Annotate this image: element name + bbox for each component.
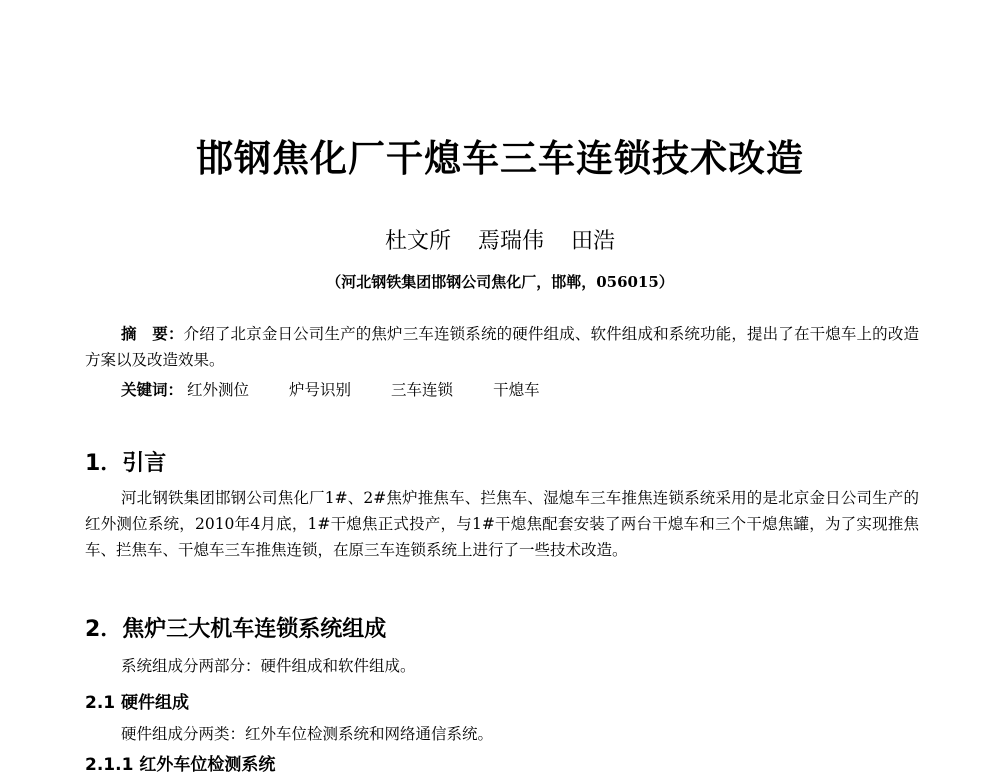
paper-title: 邯钢焦化厂干熄车三车连锁技术改造: [196, 137, 804, 180]
keyword: 三车连锁: [391, 381, 454, 399]
keywords-label: 关键词：: [121, 380, 184, 399]
keyword: 干熄车: [493, 381, 540, 399]
abstract-label: 摘 要：: [121, 324, 184, 343]
subsection-heading: 2.1 硬件组成: [85, 693, 190, 713]
affiliation: （河北钢铁集团邯钢公司焦化厂，邯郸，056015）: [326, 273, 674, 291]
author-name: 杜文所: [384, 229, 451, 254]
section-paragraph: 系统组成分两部分：硬件组成和软件组成。: [121, 657, 416, 675]
keyword: 炉号识别: [289, 381, 352, 399]
author-list: [0, 224, 1000, 255]
section-paragraph: 河北钢铁集团邯钢公司焦化厂1#、2#焦炉推焦车、拦焦车、湿熄车三车推焦连锁系统采用的是北京金日公司生产的红外测位系统，2010年4月底，1#干熄焦正式投产，与1#干熄焦配套安装了两台干熄车和三个干熄焦罐，为了实现推焦车、拦焦车、干熄车三车推焦连锁，在原三车连锁系统上进行了一些技术改造。: [85, 489, 919, 559]
author-name: 焉瑞伟: [477, 229, 544, 254]
abstract-text: 介绍了北京金日公司生产的焦炉三车连锁系统的硬件组成、软件组成和系统功能，提出了在干熄车上的改造方案以及改造效果。: [85, 325, 919, 369]
abstract: [85, 321, 919, 373]
section-heading: 1．引言: [85, 451, 167, 476]
subsection-heading: 2.1.1 红外车位检测系统: [85, 755, 276, 775]
section-paragraph: 硬件组成分两类：红外车位检测系统和网络通信系统。: [121, 725, 494, 743]
section-heading: 2．焦炉三大机车连锁系统组成: [85, 617, 387, 642]
keyword: 红外测位: [187, 381, 250, 399]
keywords: [121, 378, 580, 400]
author-name: 田浩: [571, 229, 616, 254]
